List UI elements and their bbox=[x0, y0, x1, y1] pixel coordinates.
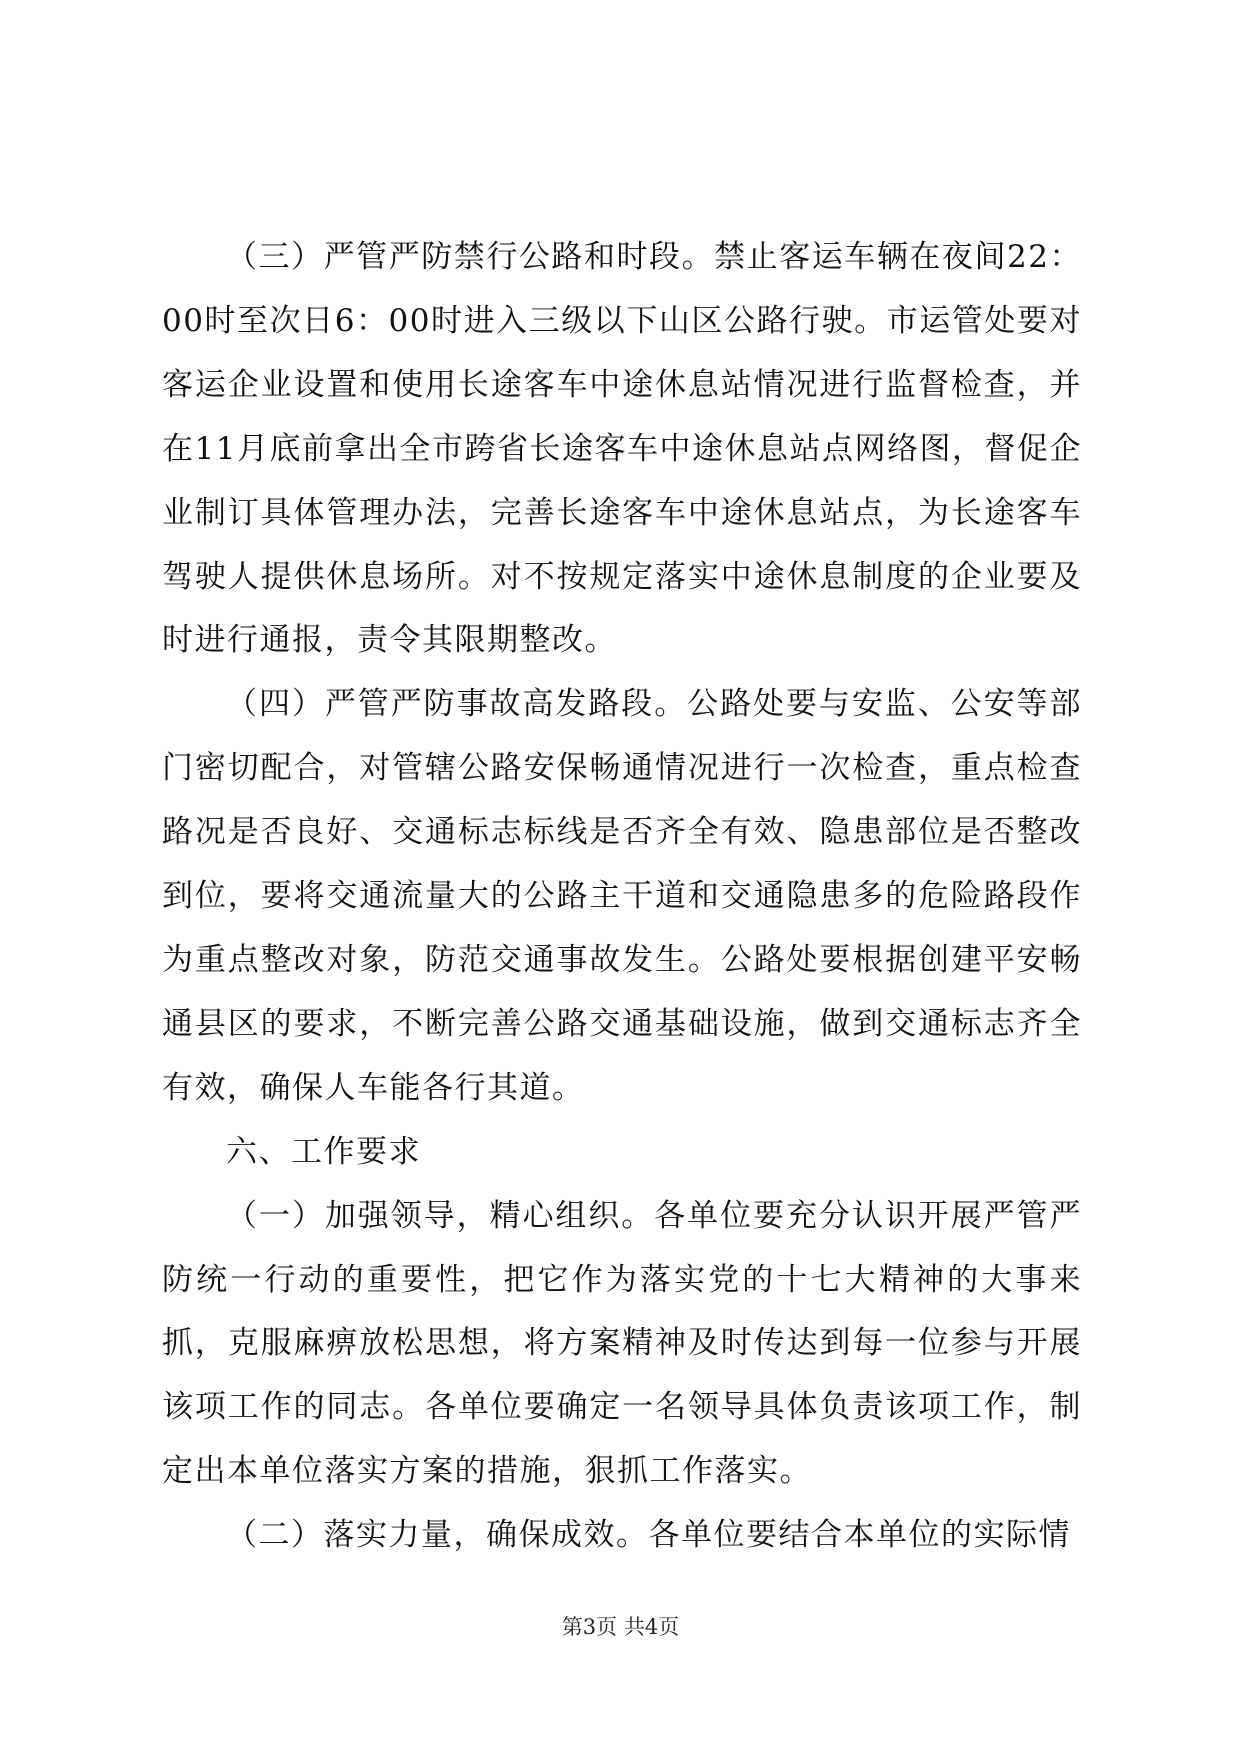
document-body bbox=[162, 226, 1082, 1568]
paragraph-requirement-1: （一）加强领导，精心组织。各单位要充分认识开展严管严防统一行动的重要性，把它作为落实党的十七大精神的大事来抓，克服麻痹放松思想，将方案精神及时传达到每一位参与开展该项工作的同志。各单位要确定一名领导具体负责该项工作，制定出本单位落实方案的措施，狠抓工作落实。 bbox=[162, 1197, 1082, 1490]
paragraph-section-4: （四）严管严防事故高发路段。公路处要与安监、公安等部门密切配合，对管辖公路安保畅通情况进行一次检查，重点检查路况是否良好、交通标志标线是否齐全有效、隐患部位是否整改到位，要将交通流量大的公路主干道和交通隐患多的危险路段作为重点整改对象，防范交通事故发生。公路处要根据创建平安畅通县区的要求，不断完善公路交通基础设施，做到交通标志齐全有效，确保人车能各行其道。 bbox=[162, 686, 1082, 1106]
paragraph-requirement-2: （二）落实力量，确保成效。各单位要结合本单位的实际情 bbox=[226, 1517, 1071, 1554]
section-heading-work-requirements: 六、工作要求 bbox=[226, 1133, 421, 1170]
page-number-footer: 第3页 共4页 bbox=[561, 1615, 680, 1639]
paragraph-section-3: （三）严管严防禁行公路和时段。禁止客运车辆在夜间22：00时至次日6：00时进入三级以下山区公路行驶。市运管处要对客运企业设置和使用长途客车中途休息站情况进行监督检查，并在11月底前拿出全市跨省长途客车中途休息站点网络图，督促企业制订具体管理办法，完善长途客车中途休息站点，为长途客车驾驶人提供休息场所。对不按规定落实中途休息制度的企业要及时进行通报，责令其限期整改。 bbox=[162, 239, 1082, 659]
